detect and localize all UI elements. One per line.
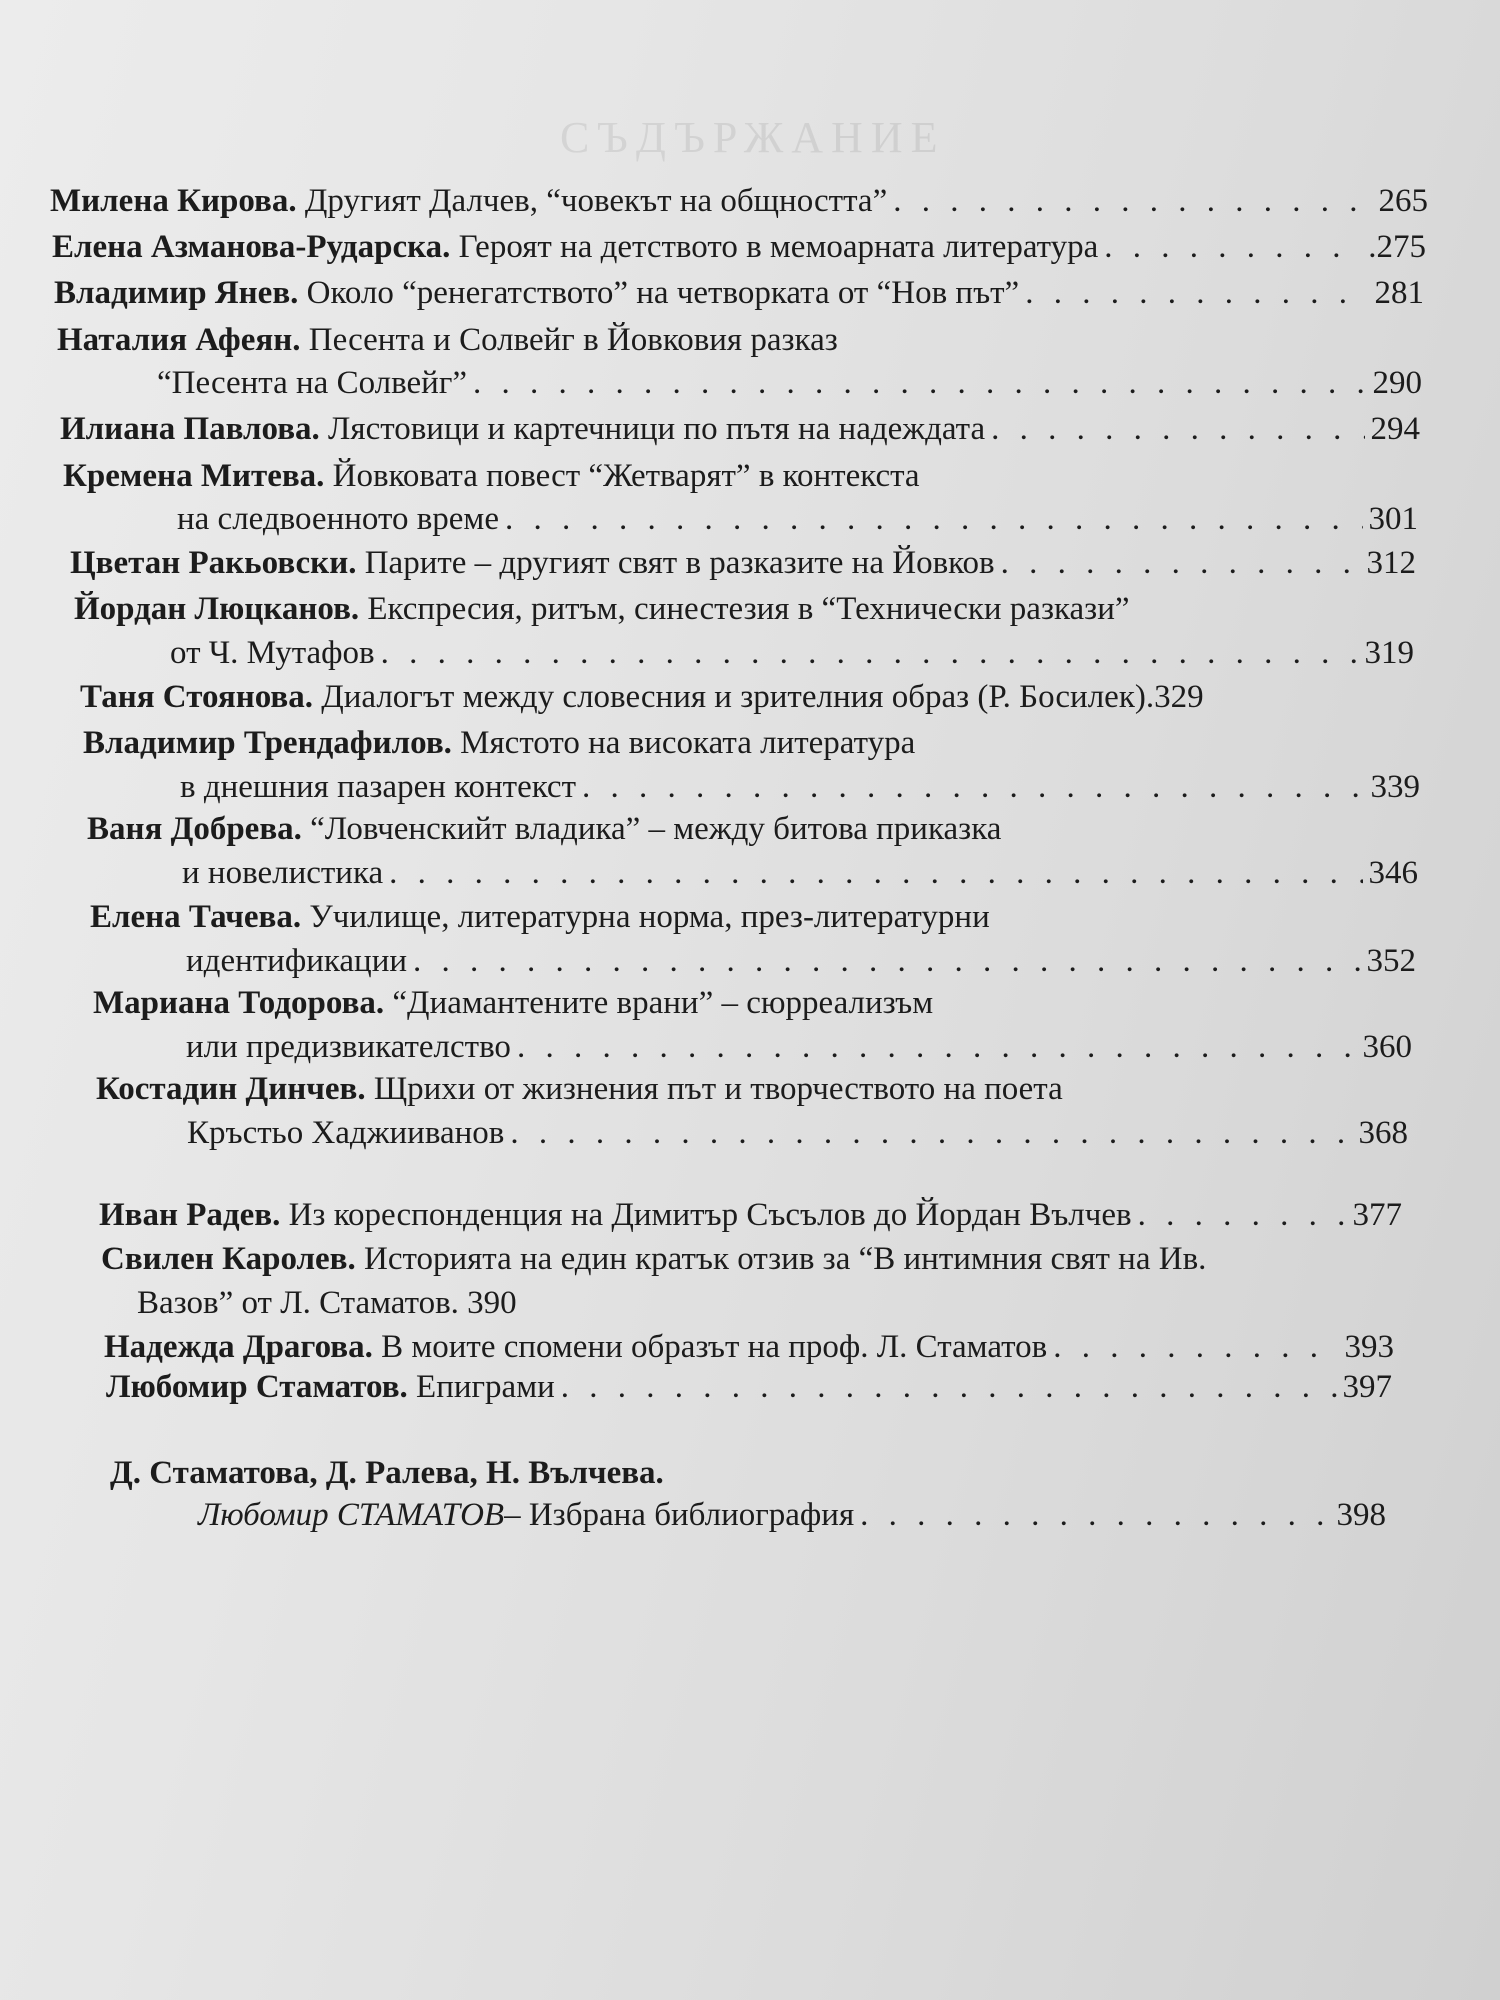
toc-author: Йордан Люцканов. — [74, 591, 360, 627]
dot-leader — [413, 940, 1360, 982]
toc-entry — [104, 1326, 1394, 1368]
toc-entry-continuation — [186, 940, 1416, 982]
toc-page-number: 290 — [1372, 365, 1422, 401]
dot-leader — [381, 632, 1359, 674]
toc-author: Кремена Митева. — [63, 458, 325, 494]
toc-page-number: .329 — [1145, 679, 1204, 715]
toc-title: Диалогът между словесния и зрителния образ (Р. Босилек) — [321, 679, 1146, 715]
toc-title-continued: Кръстьо Хаджииванов — [187, 1115, 505, 1151]
toc-title: Парите – другият свят в разказите на Йовков — [364, 545, 995, 581]
toc-author: Наталия Афеян. — [57, 322, 301, 358]
toc-author: Д. Стаматова, Д. Ралева, Н. Вълчева. — [110, 1455, 664, 1491]
toc-title-continued: или предизвикателство — [186, 1029, 511, 1065]
toc-title: Из кореспонденция на Димитър Съсълов до Йордан Вълчев — [288, 1197, 1132, 1233]
toc-author: Илиана Павлова. — [60, 411, 320, 447]
toc-entry-continuation — [177, 498, 1418, 540]
toc-entry — [83, 722, 915, 764]
toc-page-number: 397 — [1342, 1369, 1392, 1405]
toc-page-number: 398 — [1336, 1497, 1386, 1533]
dot-leader — [860, 1494, 1330, 1536]
toc-entry — [70, 542, 1416, 584]
toc-title-continued: на следвоенното време — [177, 501, 499, 537]
toc-author: Любомир Стаматов. — [106, 1369, 408, 1405]
toc-page-number: 294 — [1370, 411, 1420, 447]
toc-entry-continuation — [198, 1494, 1386, 1536]
toc-entry — [106, 1366, 1392, 1408]
toc-page-number: 265 — [1378, 183, 1428, 219]
toc-entry — [54, 272, 1424, 314]
toc-author: Ваня Добрева. — [87, 811, 302, 847]
toc-author: Свилен Каролев. — [101, 1241, 356, 1277]
dot-leader — [1104, 226, 1362, 268]
dot-leader — [473, 362, 1366, 404]
dot-leader — [517, 1026, 1357, 1068]
toc-title: Другият Далчев, “човекът на общността” — [304, 183, 888, 219]
toc-entry — [80, 676, 1412, 718]
toc-title: Училище, литературна норма, през-литературни — [309, 899, 990, 935]
toc-entry — [96, 1068, 1063, 1110]
dot-leader — [582, 766, 1365, 808]
toc-page-number: 301 — [1368, 501, 1418, 537]
toc-author: Цветан Ракьовски. — [70, 545, 357, 581]
toc-entry-continuation — [182, 852, 1418, 894]
toc-title-continued: идентификации — [186, 943, 408, 979]
toc-author: Надежда Драгова. — [104, 1329, 373, 1365]
toc-title: Песента и Солвейг в Йовковия разказ — [308, 322, 838, 358]
toc-entry-continuation — [170, 632, 1414, 674]
toc-author: Владимир Трендафилов. — [83, 725, 452, 761]
toc-title: “Диамантените врани” – сюрреализъм — [392, 985, 934, 1021]
toc-entry-continuation — [187, 1112, 1408, 1154]
toc-title-continued: – Избрана библиография — [504, 1497, 855, 1533]
toc-title: “Ловченскийт владика” – между битова приказка — [310, 811, 1002, 847]
toc-page-number: 281 — [1374, 275, 1424, 311]
dot-leader — [1138, 1194, 1347, 1236]
toc-entry-continuation — [180, 766, 1420, 808]
toc-page-number: 346 — [1368, 855, 1418, 891]
toc-title: Около “ренегатството” на четворката от “Нов път” — [306, 275, 1020, 311]
toc-author: Елена Азманова-Рударска. — [52, 229, 451, 265]
dot-leader — [389, 852, 1362, 894]
toc-author: Милена Кирова. — [50, 183, 297, 219]
dot-leader — [1053, 1326, 1338, 1368]
dot-leader — [991, 408, 1364, 450]
toc-title-continued: “Песента на Солвейг” — [157, 365, 468, 401]
toc-title: Мястото на високата литература — [460, 725, 916, 761]
dot-leader — [1001, 542, 1361, 584]
toc-page-number: 393 — [1344, 1329, 1394, 1365]
dot-leader — [505, 498, 1363, 540]
toc-title-continued: в днешния пазарен контекст — [180, 769, 576, 805]
toc-page-number: .275 — [1368, 229, 1426, 265]
toc-title: Героят на детството в мемоарната литература — [458, 229, 1099, 265]
toc-author: Таня Стоянова. — [80, 679, 313, 715]
toc-page-number: 319 — [1364, 635, 1414, 671]
toc-entry — [87, 808, 1001, 850]
toc-entry-continuation — [137, 1282, 517, 1324]
toc-entry — [63, 455, 920, 497]
toc-title: Йовковата повест “Жетварят” в контекста — [332, 458, 920, 494]
toc-page-number: 312 — [1366, 545, 1416, 581]
toc-author: Мариана Тодорова. — [93, 985, 385, 1021]
toc-entry — [57, 319, 838, 361]
toc-title-italic: Любомир СТАМАТОВ — [198, 1497, 505, 1533]
toc-title: В моите спомени образът на проф. Л. Стаматов — [381, 1329, 1048, 1365]
toc-title-continued: и новелистика — [182, 855, 384, 891]
toc-title: Историята на един кратък отзив за “В интимния свят на Ив. — [364, 1241, 1207, 1277]
toc-entry — [110, 1452, 664, 1494]
dot-leader — [561, 1366, 1337, 1408]
toc-entry — [90, 896, 990, 938]
toc-entry-continuation — [157, 362, 1422, 404]
toc-page-number: 360 — [1362, 1029, 1412, 1065]
toc-entry — [101, 1238, 1206, 1280]
toc-author: Владимир Янев. — [54, 275, 299, 311]
toc-entry — [74, 588, 1130, 630]
toc-title-continued: Вазов” от Л. Стаматов. 390 — [137, 1285, 517, 1321]
toc-author: Елена Тачева. — [90, 899, 302, 935]
toc-entry — [60, 408, 1420, 450]
toc-title: Епиграми — [416, 1369, 555, 1405]
toc-entry — [52, 226, 1426, 268]
toc-page-number: 339 — [1370, 769, 1420, 805]
toc-author: Иван Радев. — [99, 1197, 281, 1233]
toc-title: Експресия, ритъм, синестезия в “Технически разкази” — [367, 591, 1130, 627]
toc-entry-continuation — [186, 1026, 1412, 1068]
dot-leader — [510, 1112, 1352, 1154]
toc-entry — [93, 982, 933, 1024]
toc-title: Щрихи от жизнения път и творчеството на поета — [373, 1071, 1063, 1107]
dot-leader — [893, 180, 1372, 222]
dot-leader — [1025, 272, 1368, 314]
toc-title: Лястовици и картечници по пътя на надеждата — [328, 411, 986, 447]
toc-entry — [99, 1194, 1402, 1236]
toc-title-continued: от Ч. Мутафов — [170, 635, 375, 671]
toc-entry — [50, 180, 1428, 222]
toc-page-number: 352 — [1366, 943, 1416, 979]
bleed-through-heading: СЪДЪРЖАНИЕ — [560, 113, 946, 162]
toc-page-number: 368 — [1358, 1115, 1408, 1151]
toc-author: Костадин Динчев. — [96, 1071, 366, 1107]
toc-page-number: 377 — [1352, 1197, 1402, 1233]
